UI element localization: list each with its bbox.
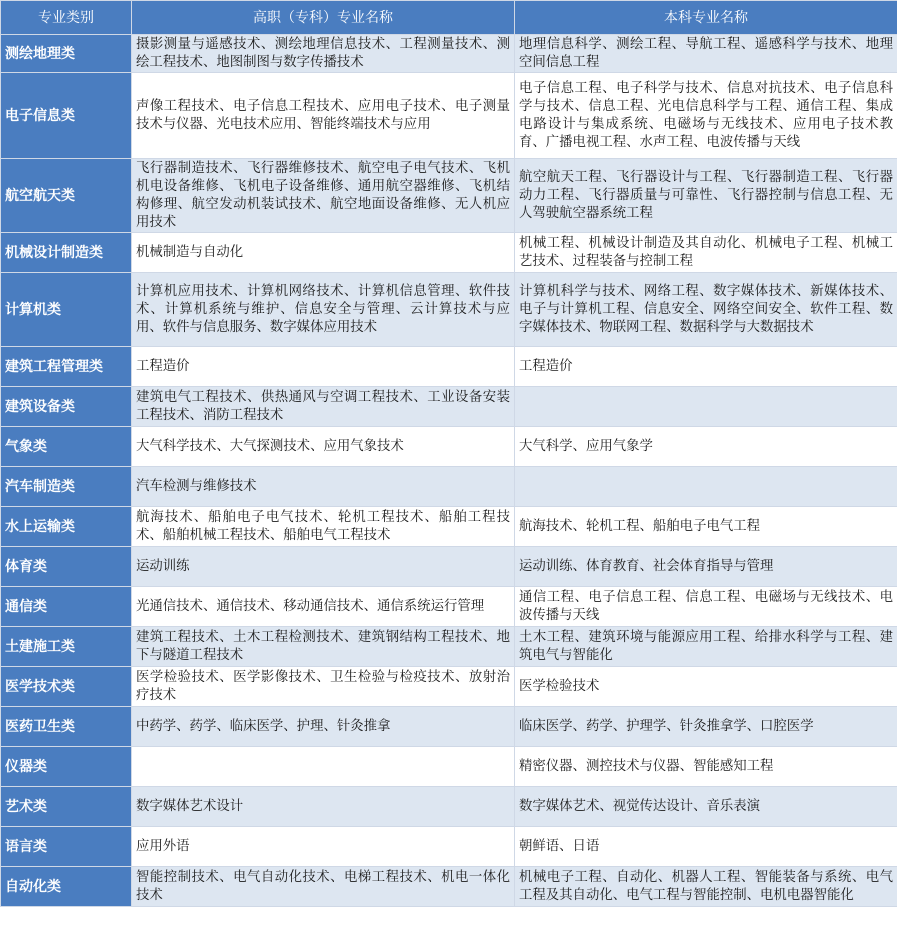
vocational-cell: 汽车检测与维修技术 bbox=[132, 467, 515, 507]
undergraduate-cell: 电子信息工程、电子科学与技术、信息对抗技术、电子信息科学与技术、信息工程、光电信息科学与工程、通信工程、集成电路设计与集成系统、电磁场与无线技术、应用电子技术教育、广播电视工程、水声工程、电波传播与天线 bbox=[515, 73, 897, 159]
vocational-cell: 工程造价 bbox=[132, 347, 515, 387]
header-vocational: 高职（专科）专业名称 bbox=[132, 1, 515, 35]
category-cell: 汽车制造类 bbox=[1, 467, 132, 507]
undergraduate-cell: 朝鲜语、日语 bbox=[515, 827, 897, 867]
table-row bbox=[1, 467, 897, 507]
vocational-cell: 机械制造与自动化 bbox=[132, 233, 515, 273]
category-cell: 医药卫生类 bbox=[1, 707, 132, 747]
category-cell: 建筑工程管理类 bbox=[1, 347, 132, 387]
table-row bbox=[1, 707, 897, 747]
table-row bbox=[1, 273, 897, 347]
table-row bbox=[1, 827, 897, 867]
vocational-cell: 飞行器制造技术、飞行器维修技术、航空电子电气技术、飞机机电设备维修、飞机电子设备维修、通用航空器维修、飞机结构修理、航空发动机装试技术、航空地面设备维修、无人机应用技术 bbox=[132, 159, 515, 233]
vocational-cell: 声像工程技术、电子信息工程技术、应用电子技术、电子测量技术与仪器、光电技术应用、智能终端技术与应用 bbox=[132, 73, 515, 159]
undergraduate-cell: 医学检验技术 bbox=[515, 667, 897, 707]
vocational-cell: 应用外语 bbox=[132, 827, 515, 867]
vocational-cell bbox=[132, 747, 515, 787]
category-cell: 医学技术类 bbox=[1, 667, 132, 707]
category-cell: 自动化类 bbox=[1, 867, 132, 907]
table-row bbox=[1, 507, 897, 547]
table-row bbox=[1, 159, 897, 233]
vocational-cell: 建筑电气工程技术、供热通风与空调工程技术、工业设备安装工程技术、消防工程技术 bbox=[132, 387, 515, 427]
vocational-cell: 建筑工程技术、土木工程检测技术、建筑钢结构工程技术、地下与隧道工程技术 bbox=[132, 627, 515, 667]
category-cell: 土建施工类 bbox=[1, 627, 132, 667]
category-cell: 机械设计制造类 bbox=[1, 233, 132, 273]
undergraduate-cell: 工程造价 bbox=[515, 347, 897, 387]
category-cell: 电子信息类 bbox=[1, 73, 132, 159]
category-cell: 艺术类 bbox=[1, 787, 132, 827]
table-row bbox=[1, 233, 897, 273]
undergraduate-cell: 临床医学、药学、护理学、针灸推拿学、口腔医学 bbox=[515, 707, 897, 747]
undergraduate-cell: 计算机科学与技术、网络工程、数字媒体技术、新媒体技术、电子与计算机工程、信息安全、网络空间安全、软件工程、数字媒体技术、物联网工程、数据科学与大数据技术 bbox=[515, 273, 897, 347]
table-row bbox=[1, 587, 897, 627]
undergraduate-cell: 机械电子工程、自动化、机器人工程、智能装备与系统、电气工程及其自动化、电气工程与智能控制、电机电器智能化 bbox=[515, 867, 897, 907]
category-cell: 测绘地理类 bbox=[1, 35, 132, 73]
vocational-cell: 大气科学技术、大气探测技术、应用气象技术 bbox=[132, 427, 515, 467]
table-row bbox=[1, 427, 897, 467]
undergraduate-cell: 运动训练、体育教育、社会体育指导与管理 bbox=[515, 547, 897, 587]
category-cell: 语言类 bbox=[1, 827, 132, 867]
category-cell: 计算机类 bbox=[1, 273, 132, 347]
vocational-cell: 光通信技术、通信技术、移动通信技术、通信系统运行管理 bbox=[132, 587, 515, 627]
undergraduate-cell: 地理信息科学、测绘工程、导航工程、遥感科学与技术、地理空间信息工程 bbox=[515, 35, 897, 73]
undergraduate-cell: 土木工程、建筑环境与能源应用工程、给排水科学与工程、建筑电气与智能化 bbox=[515, 627, 897, 667]
vocational-cell: 智能控制技术、电气自动化技术、电梯工程技术、机电一体化技术 bbox=[132, 867, 515, 907]
table-row bbox=[1, 627, 897, 667]
vocational-cell: 数字媒体艺术设计 bbox=[132, 787, 515, 827]
vocational-cell: 计算机应用技术、计算机网络技术、计算机信息管理、软件技术、计算机系统与维护、信息安全与管理、云计算技术与应用、软件与信息服务、数字媒体应用技术 bbox=[132, 273, 515, 347]
category-cell: 水上运输类 bbox=[1, 507, 132, 547]
undergraduate-cell: 航空航天工程、飞行器设计与工程、飞行器制造工程、飞行器动力工程、飞行器质量与可靠性、飞行器控制与信息工程、无人驾驶航空器系统工程 bbox=[515, 159, 897, 233]
vocational-cell: 中药学、药学、临床医学、护理、针灸推拿 bbox=[132, 707, 515, 747]
undergraduate-cell: 精密仪器、测控技术与仪器、智能感知工程 bbox=[515, 747, 897, 787]
undergraduate-cell bbox=[515, 467, 897, 507]
header-undergraduate: 本科专业名称 bbox=[515, 1, 897, 35]
category-cell: 航空航天类 bbox=[1, 159, 132, 233]
category-cell: 体育类 bbox=[1, 547, 132, 587]
table-row bbox=[1, 547, 897, 587]
vocational-cell: 航海技术、船舶电子电气技术、轮机工程技术、船舶工程技术、船舶机械工程技术、船舶电气工程技术 bbox=[132, 507, 515, 547]
table-row bbox=[1, 747, 897, 787]
vocational-cell: 摄影测量与遥感技术、测绘地理信息技术、工程测量技术、测绘工程技术、地图制图与数字传播技术 bbox=[132, 35, 515, 73]
undergraduate-cell: 通信工程、电子信息工程、信息工程、电磁场与无线技术、电波传播与天线 bbox=[515, 587, 897, 627]
category-cell: 通信类 bbox=[1, 587, 132, 627]
category-cell: 气象类 bbox=[1, 427, 132, 467]
undergraduate-cell: 大气科学、应用气象学 bbox=[515, 427, 897, 467]
vocational-cell: 运动训练 bbox=[132, 547, 515, 587]
category-cell: 仪器类 bbox=[1, 747, 132, 787]
table-row bbox=[1, 73, 897, 159]
table-row bbox=[1, 667, 897, 707]
table-row bbox=[1, 787, 897, 827]
vocational-cell: 医学检验技术、医学影像技术、卫生检验与检疫技术、放射治疗技术 bbox=[132, 667, 515, 707]
header-category: 专业类别 bbox=[1, 1, 132, 35]
table-row bbox=[1, 867, 897, 907]
undergraduate-cell: 数字媒体艺术、视觉传达设计、音乐表演 bbox=[515, 787, 897, 827]
undergraduate-cell: 机械工程、机械设计制造及其自动化、机械电子工程、机械工艺技术、过程装备与控制工程 bbox=[515, 233, 897, 273]
category-cell: 建筑设备类 bbox=[1, 387, 132, 427]
table-row bbox=[1, 387, 897, 427]
table-row bbox=[1, 35, 897, 73]
undergraduate-cell: 航海技术、轮机工程、船舶电子电气工程 bbox=[515, 507, 897, 547]
undergraduate-cell bbox=[515, 387, 897, 427]
header-row bbox=[1, 1, 897, 35]
table-row bbox=[1, 347, 897, 387]
